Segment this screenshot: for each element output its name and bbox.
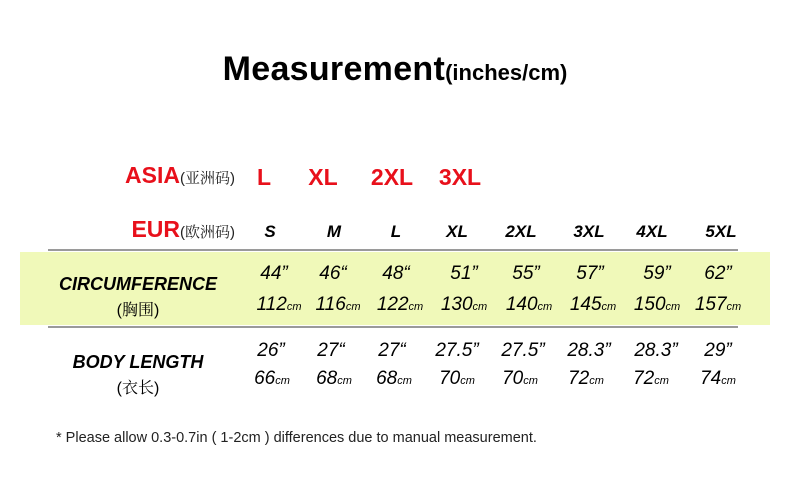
inch-value: 28.3”: [567, 340, 611, 361]
cm-value: [506, 294, 552, 316]
cm-value: [439, 368, 475, 390]
asia-size: 3XL: [438, 164, 482, 190]
cm-value: [633, 368, 669, 390]
cm-unit: cm: [337, 375, 352, 387]
cm-number: 74: [700, 368, 722, 389]
row-label-en: BODY LENGTH: [72, 352, 204, 372]
cm-unit: cm: [275, 375, 290, 387]
eur-label: [131, 216, 235, 243]
cm-unit: cm: [537, 301, 553, 313]
inch-value: 46“: [319, 263, 347, 284]
title-main: Measurement: [222, 50, 446, 88]
cm-value: [377, 294, 423, 316]
row-label-cn: (胸围): [116, 302, 160, 319]
row-label-cn: (衣长): [116, 380, 160, 397]
cm-number: 116: [315, 294, 346, 315]
cm-number: 112: [256, 294, 287, 315]
cm-value: [695, 294, 741, 316]
cm-number: 145: [569, 294, 602, 315]
eur-size-row: [0, 216, 790, 246]
asia-size: L: [256, 164, 272, 190]
inch-value: 28.3”: [634, 340, 678, 361]
asia-label: [125, 162, 235, 189]
cm-number: 66: [254, 368, 276, 389]
cm-value: [570, 294, 616, 316]
eur-size: 4XL: [636, 222, 668, 241]
cm-unit: cm: [665, 301, 681, 313]
cm-number: 70: [502, 368, 524, 389]
eur-size: L: [390, 222, 402, 241]
row-label-en: CIRCUMFERENCE: [58, 274, 217, 294]
cm-number: 122: [376, 294, 409, 315]
inch-value: 29”: [704, 340, 732, 361]
cm-value: [634, 294, 680, 316]
inch-value: 26”: [257, 340, 285, 361]
cm-value: [700, 368, 736, 390]
cm-number: 157: [694, 294, 727, 315]
circumference-label: [48, 274, 228, 320]
body-length-label: [48, 352, 228, 398]
asia-size: 2XL: [370, 164, 414, 190]
chart-title: [0, 50, 790, 89]
cm-unit: cm: [601, 301, 617, 313]
eur-size: S: [264, 222, 276, 241]
asia-label-text: ASIA: [125, 162, 180, 188]
cm-value: [568, 368, 604, 390]
cm-value: [257, 294, 302, 316]
eur-size: 3XL: [573, 222, 605, 241]
eur-size: 5XL: [705, 222, 737, 241]
eur-label-text: EUR: [131, 216, 180, 242]
cm-value: [441, 294, 487, 316]
cm-unit: cm: [460, 375, 475, 387]
cm-number: 130: [440, 294, 473, 315]
eur-label-cn: (欧洲码): [180, 224, 235, 241]
cm-unit: cm: [721, 375, 736, 387]
cm-value: [376, 368, 412, 390]
eur-size: XL: [446, 222, 468, 241]
inch-value: 27“: [378, 340, 406, 361]
inch-value: 59”: [643, 263, 671, 284]
cm-unit: cm: [472, 301, 488, 313]
cm-unit: cm: [523, 375, 538, 387]
inch-value: 55”: [512, 263, 540, 284]
inch-value: 27.5”: [435, 340, 479, 361]
cm-value: [254, 368, 290, 390]
cm-number: 68: [316, 368, 338, 389]
inch-value: 57”: [576, 263, 604, 284]
cm-number: 72: [568, 368, 590, 389]
inch-value: 51”: [450, 263, 478, 284]
cm-number: 72: [633, 368, 655, 389]
eur-size: 2XL: [505, 222, 537, 241]
measurement-note: * Please allow 0.3-0.7in ( 1-2cm ) differences due to manual measurement.: [56, 430, 537, 446]
cm-unit: cm: [408, 301, 424, 313]
cm-value: [316, 368, 352, 390]
cm-value: [502, 368, 538, 390]
inch-value: 44”: [260, 263, 288, 284]
cm-unit: cm: [726, 301, 742, 313]
cm-unit: cm: [654, 375, 669, 387]
inch-value: 27.5”: [501, 340, 545, 361]
cm-number: 70: [439, 368, 461, 389]
cm-number: 68: [376, 368, 398, 389]
cm-unit: cm: [397, 375, 412, 387]
cm-unit: cm: [589, 375, 604, 387]
inch-value: 27“: [317, 340, 345, 361]
cm-number: 150: [633, 294, 666, 315]
middle-divider: [48, 326, 738, 328]
eur-size: M: [326, 222, 342, 241]
cm-number: 140: [505, 294, 538, 315]
asia-label-cn: (亚洲码): [180, 170, 235, 187]
cm-value: [316, 294, 361, 316]
cm-unit: cm: [286, 301, 302, 313]
inch-value: 48“: [382, 263, 410, 284]
inch-value: 62”: [704, 263, 732, 284]
asia-size-row: [0, 162, 790, 192]
top-divider: [48, 249, 738, 251]
asia-size: XL: [308, 164, 338, 190]
title-unit: (inches/cm): [445, 60, 568, 85]
cm-unit: cm: [345, 301, 361, 313]
